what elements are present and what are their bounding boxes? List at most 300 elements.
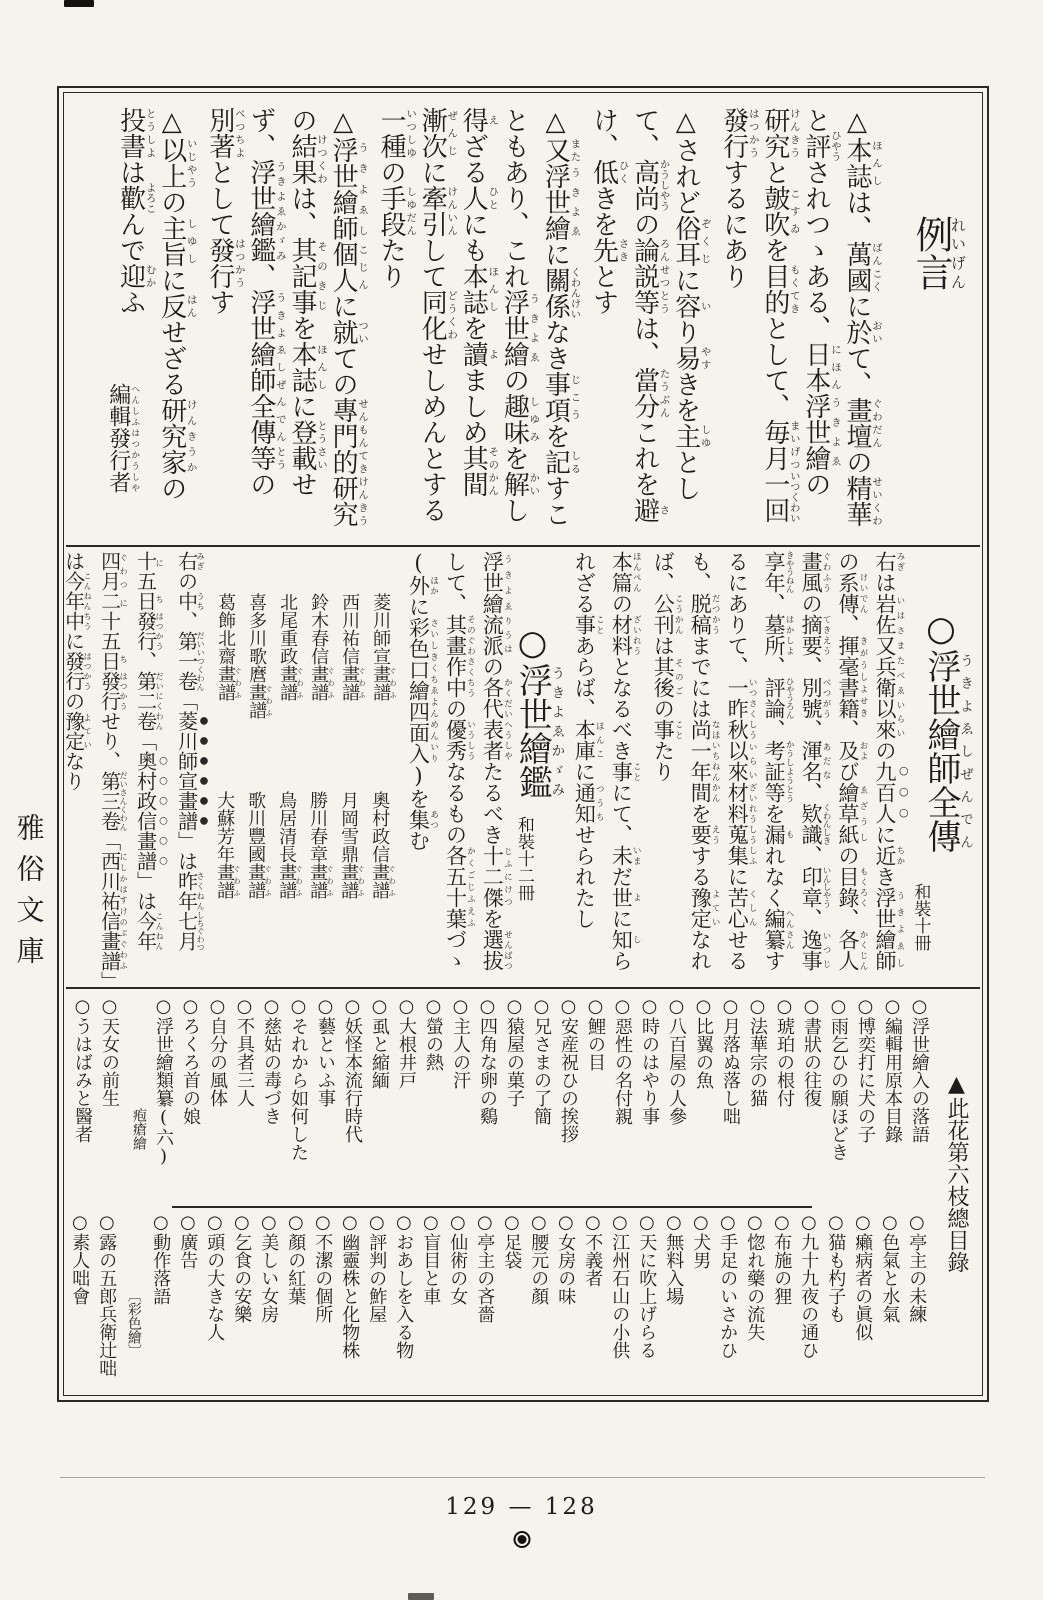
text-run: け、 — [588, 107, 619, 159]
ruby-text: 主旨しゆし — [156, 215, 197, 267]
toc-entry-top: ○法華宗の猫 — [747, 996, 768, 1107]
text-run: は — [651, 635, 676, 656]
toc-entry-top: ○編輯用原本目錄 — [882, 996, 903, 1143]
ruby-text: 浮世繪鑑うきよゑかゞみ — [512, 663, 565, 799]
ruby-text: 等とう — [245, 445, 286, 471]
ruby-text: 同化どうくわ — [417, 289, 458, 341]
ruby-text: 畫譜ぐわふ — [369, 863, 398, 899]
text-run: 」は — [61, 551, 122, 981]
ruby-text: 畫譜ぐわふ — [308, 665, 337, 701]
text-run: 九百人 — [873, 761, 897, 824]
toc-column — [498, 990, 525, 1387]
toc-entry-top: ○妖怪本流行時代 — [342, 996, 363, 1143]
text-run: に — [286, 393, 317, 419]
ruby-text: 尚 なほ — [688, 719, 722, 740]
ruby-text: 苦心 くしん — [725, 887, 759, 929]
text-run: 、 — [836, 908, 861, 929]
work-column — [305, 551, 336, 985]
toc-entry-top: ○うはばみと醫者 — [72, 996, 93, 1143]
text-run: 大蘇芳年 — [214, 791, 236, 863]
toc-entry-top: ○不具者三人 — [234, 996, 255, 1107]
text-run: たるべき — [480, 761, 505, 845]
toc-column — [390, 990, 417, 1387]
text-run: に — [61, 631, 86, 651]
ruby-text: 歡よろこ — [115, 182, 156, 214]
text-run: 、 — [799, 782, 824, 803]
toc-column — [201, 990, 228, 1387]
ruby-text: 以來 いらい — [873, 698, 906, 740]
ruby-text: 豫定よてい — [61, 711, 93, 751]
toc-title: ▲此花第六枝總目錄 — [944, 1072, 969, 1273]
work-title-bottom — [306, 791, 335, 899]
toc-entry-top: ○雨乞ひの願ほどき — [828, 996, 849, 1161]
toc-column — [444, 990, 471, 1387]
text-run: の — [286, 107, 317, 133]
text-run: △ — [540, 107, 571, 137]
text-run: は — [873, 572, 897, 593]
ruby-text: 事 こと — [651, 719, 685, 740]
toc-column — [876, 990, 903, 1387]
ruby-text: 流派 りうは — [480, 614, 514, 656]
ruby-text: 未 いま — [609, 845, 643, 866]
ruby-text: 四月ぐわつ — [97, 551, 129, 591]
toc-entry-bottom: ○犬男 — [690, 1212, 712, 1269]
toc-flow — [69, 990, 970, 1387]
toc-entry-top: ○天女の前生 — [99, 996, 120, 1107]
ruby-text: 浮世繪師全傳うきよゑしぜんでん — [921, 649, 973, 853]
text-run: されつゝある、 — [800, 159, 831, 341]
ruby-text: 欵識 くわんしき — [799, 803, 833, 845]
ruby-text: 脱稿 だつかう — [688, 593, 722, 635]
text-run: 、 — [836, 614, 861, 635]
text-run: を — [286, 315, 317, 341]
text-run: を — [688, 803, 713, 824]
ruby-text: 就つい — [328, 319, 369, 345]
text-run: 、 — [762, 593, 787, 614]
toc-column — [255, 990, 282, 1387]
text-run: となるべき — [609, 656, 634, 761]
text-run: の — [629, 211, 660, 237]
toc-band-divider — [172, 1206, 812, 1208]
ruby-text: 浮世繪師 うきよゑし — [873, 887, 906, 971]
page-frame-inner — [12, 92, 983, 1396]
toc-entry-bottom: ○亭主の未練 — [906, 1212, 928, 1323]
text-run: 菱川師宣畫譜 — [174, 711, 199, 831]
section-reigen — [70, 99, 976, 541]
page-numbers: 129 — 128 — [445, 1494, 598, 1520]
text-run: きを — [670, 371, 701, 423]
text-run: の — [376, 159, 407, 185]
text-run: あらば、 — [572, 635, 597, 719]
ruby-text: 編纂 へんさん — [762, 908, 796, 950]
work-title-bottom — [368, 791, 397, 899]
text-run: の — [842, 449, 872, 475]
text-run: 菱川師宣 — [370, 593, 392, 665]
text-run: する — [688, 845, 713, 887]
text-run: して — [417, 237, 448, 289]
ruby-text: 發行はつかう — [204, 237, 245, 289]
ruby-text: 俗耳ぞくじ — [670, 215, 711, 267]
text-run: に — [670, 267, 701, 293]
ruby-text: 先さき — [588, 237, 629, 263]
ruby-text: 材料 ざいれう — [725, 782, 759, 824]
text-run: を — [762, 803, 787, 824]
text-run: は — [115, 159, 146, 185]
text-run: 、 — [762, 656, 787, 677]
text-run: 、 — [133, 651, 158, 671]
toc-entry-top: ○琥珀の根付 — [774, 996, 795, 1107]
text-run: するにありて、 — [725, 551, 787, 971]
ruby-text: 世 よ — [609, 887, 643, 908]
toc-entry-bottom: ○頭の大きな人 — [204, 1212, 226, 1341]
toc-entry-top: ○大根井戸 — [396, 996, 417, 1089]
ruby-text: 今年こんねん — [133, 911, 165, 951]
scan-ink-smudge-top — [64, 0, 94, 7]
work-title-bottom — [275, 791, 304, 899]
ruby-text: 浮世繪鑑うきよゑかゞみ — [245, 159, 286, 263]
ruby-text: 十五日にち — [133, 551, 165, 611]
text-run: ての — [328, 345, 359, 397]
ruby-text: 反はん — [156, 293, 197, 319]
ruby-text: 浮世繪師うきよゑし — [328, 137, 369, 241]
toc-entry-bottom: ○顏の紅葉 — [285, 1212, 307, 1305]
ruby-text: 其間そのかん — [458, 445, 499, 497]
ruby-text: 十二傑 じふにけつ — [480, 845, 514, 908]
text-run: 、 — [799, 719, 824, 740]
ruby-text: 畫壇ぐわだん — [842, 397, 882, 449]
ruby-text: 浮世繪 うきよゑ — [480, 551, 514, 614]
text-run: て、 — [842, 345, 872, 397]
ruby-text: 第二卷だいにくわん — [133, 671, 165, 731]
ruby-text: 高尚かうしやう — [629, 159, 670, 211]
toc-entry-bottom: ○動作落語 — [150, 1212, 172, 1305]
ruby-text: 別號 べつがう — [799, 677, 833, 719]
text-run: き — [873, 866, 897, 887]
ruby-text: 低ひく — [588, 159, 629, 185]
section-divider-2 — [66, 987, 980, 989]
text-run: として、 — [629, 107, 701, 501]
toc-entry-top: ○主人の汗 — [450, 996, 471, 1089]
toc-entry-top: ○浮世繪類纂(六) — [153, 996, 174, 1167]
toc-column — [525, 990, 552, 1387]
text-run: 、 — [174, 611, 199, 631]
text-run: に — [406, 596, 431, 617]
text-run: きを — [588, 185, 619, 237]
text-run: の — [245, 471, 276, 497]
ruby-text: 各代表者 かくだいへうしや — [480, 677, 514, 761]
toc-column — [336, 990, 363, 1387]
ruby-text: 等とう — [629, 289, 670, 315]
reigen-title — [907, 215, 967, 291]
text-run: △ — [328, 107, 359, 137]
paragraph — [644, 551, 910, 985]
toc-entry-top: ○安産祝ひの挨拶 — [558, 996, 579, 1143]
toc-entry-bottom: ○乞食の安樂 — [231, 1212, 253, 1323]
ruby-text: 一種いつしゆ — [376, 107, 417, 159]
text-run: 、 — [245, 263, 276, 289]
footer-rule — [60, 1477, 985, 1478]
text-run: 鈴木春信 — [308, 593, 330, 665]
toc-column — [552, 990, 579, 1387]
toc-column — [417, 990, 444, 1387]
ruby-text: 毎月まいげつ — [759, 419, 800, 471]
toc-column — [363, 990, 390, 1387]
text-run: なり — [61, 751, 86, 791]
text-run: り — [670, 319, 701, 345]
ruby-text: 選拔 せんばつ — [480, 929, 514, 971]
work-column — [367, 551, 398, 985]
work-title-top — [339, 593, 368, 701]
ruby-text: 畫譜ぐわふ — [215, 665, 244, 701]
ruby-text: 結果けつくわ — [286, 133, 327, 185]
text-run: の — [799, 593, 824, 614]
text-run: これを — [629, 419, 660, 497]
text-run: む — [406, 830, 431, 851]
ruby-text: 發行はつかう — [133, 611, 165, 651]
text-run: の — [480, 656, 505, 677]
text-run: の — [443, 698, 468, 719]
text-run: ふ — [115, 289, 146, 315]
work-title-bottom — [244, 791, 273, 899]
text-run: れなく — [762, 845, 787, 908]
toc-entry-bottom: ○九十九夜の通ひ — [798, 1212, 820, 1359]
section-toc — [69, 990, 970, 1387]
text-run: を — [759, 237, 790, 263]
ruby-text: 畫譜ぐわふ — [245, 863, 274, 899]
ruby-text: 日本にほん — [800, 341, 841, 393]
ruby-text: 繪草紙 ゑざうし — [836, 782, 870, 845]
ruby-text: 通知 つうち — [572, 782, 606, 824]
text-run: 歌川豐國 — [245, 791, 267, 863]
toc-entry-top: ○比翼の魚 — [693, 996, 714, 1089]
text-run: にて、 — [609, 782, 634, 845]
kagami-title — [510, 551, 563, 985]
ruby-text: 人ひと — [458, 185, 499, 211]
ruby-text: 一回いつくわい — [759, 471, 800, 523]
ruby-text: 容い — [670, 293, 711, 319]
work-column — [336, 551, 367, 985]
toc-entry-bottom: ○腰元の顏 — [528, 1212, 550, 1305]
text-run: の — [836, 551, 861, 572]
text-run: に — [156, 267, 187, 293]
ruby-text: 蒐集 しうしふ — [725, 824, 759, 866]
ruby-text: 發行はつかう — [61, 651, 93, 691]
toc-entry-bottom: ○足袋 — [501, 1212, 523, 1269]
text-run: を — [499, 445, 530, 471]
ruby-text: 事 こと — [572, 614, 606, 635]
text-run: の — [609, 593, 634, 614]
ruby-text: 迎むか — [115, 263, 156, 289]
text-run: だ — [609, 866, 634, 887]
text-run: と — [800, 107, 831, 133]
ruby-text: 以來 いらい — [725, 740, 759, 782]
toc-entry-bottom: ○布施の狸 — [771, 1212, 793, 1305]
ruby-text: 其畫作中 そのぐわさくちう — [443, 614, 477, 698]
toc-column — [741, 990, 768, 1387]
editor-publisher-signature — [102, 383, 139, 493]
ruby-text: 研究けんきう — [328, 475, 369, 527]
text-run: の — [800, 471, 831, 497]
ruby-text: 外 ほか — [406, 575, 440, 596]
toc-entry-top: ○鯉の目 — [585, 996, 606, 1071]
toc-entry-top: ○藝といふ事 — [315, 996, 336, 1107]
text-run: に — [328, 293, 359, 319]
zenden-body — [565, 551, 910, 985]
ruby-text: 又また — [540, 137, 581, 163]
work-title-top — [246, 593, 275, 719]
toc-entry-bottom: ○美しい女房 — [258, 1212, 280, 1323]
ruby-text: 研究けんきう — [759, 107, 800, 159]
text-run: は、 — [286, 185, 317, 237]
toc-entry-top: ○書狀の往復 — [801, 996, 822, 1107]
text-run: までには — [688, 635, 713, 719]
toc-entry-bottom: ○無料入場 — [663, 1212, 685, 1305]
ruby-text: 評ひやう — [800, 130, 841, 162]
ruby-text: 各人 かくじん — [836, 929, 870, 971]
ruby-text: 浮世繪師全傳うきよゑしぜんでん — [245, 289, 286, 445]
kagami-title-block — [513, 551, 563, 985]
text-run: に — [842, 293, 872, 319]
ruby-text: 第一卷だいいつくわん — [174, 631, 206, 691]
paragraph — [582, 107, 710, 535]
text-run: 、 — [799, 845, 824, 866]
ruby-text: 手段しゆだん — [376, 185, 417, 237]
text-run: なれば、 — [651, 551, 713, 971]
ruby-text: 優秀 いうしう — [443, 719, 477, 761]
ruby-text: 本篇 ほんぺん — [609, 551, 643, 593]
ruby-text: 畫風 ぐわふう — [799, 551, 833, 593]
toc-column — [822, 990, 849, 1387]
text-run: 葛飾北齋 — [215, 593, 237, 665]
ruby-text: 專門的せんもんてき — [328, 397, 369, 475]
toc-entry-top: ○虱と縮緬 — [369, 996, 390, 1089]
ruby-text: 其記事そのきじ — [286, 237, 327, 315]
ruby-text: 豫定 よてい — [688, 887, 722, 929]
toc-column — [633, 990, 660, 1387]
toc-column — [66, 990, 93, 1387]
text-run: せず、 — [245, 107, 317, 497]
ruby-text: 一昨秋 いつさくしう — [725, 677, 759, 740]
text-run: なるもの — [443, 761, 468, 845]
text-run: せり、 — [97, 711, 122, 771]
toc-entry-top: ○慈姑の毒づき — [261, 996, 282, 1125]
toc-entry-top: ○浮世繪入の落語 — [909, 996, 930, 1143]
text-run: の — [651, 698, 676, 719]
text-run: 月岡雪鼎 — [338, 791, 360, 863]
toc-entry-bottom: ○素人咄會 — [69, 1212, 91, 1305]
text-run: す — [204, 289, 235, 315]
toc-column — [174, 990, 201, 1387]
ruby-text: 本誌ほんし — [458, 263, 499, 315]
text-run: なき — [540, 319, 571, 371]
toc-entry-bottom: ○廣告 — [177, 1212, 199, 1269]
ruby-text: 畫譜ぐわふ — [246, 683, 275, 719]
toc-entry-bottom: ○評判の鮓屋 — [366, 1212, 388, 1323]
text-run: は、 — [842, 189, 872, 241]
ruby-text: 畫譜ぐわふ — [370, 665, 399, 701]
ruby-text: 發行はつかう — [718, 107, 759, 159]
ruby-text: 研究家けんきうか — [156, 397, 197, 475]
ruby-text: 浮世繪うきよゑ — [540, 163, 581, 241]
ruby-text: 畫譜ぐわふ — [307, 863, 336, 899]
ruby-text: 畫譜ぐわふ — [276, 863, 305, 899]
ruby-text: 畫譜ぐわふ — [338, 863, 367, 899]
text-run: するにあり — [718, 159, 749, 289]
ruby-text: 考証等 かうしようとう — [762, 740, 796, 803]
text-run: ざる — [458, 133, 489, 185]
toc-entry-top: ○四角な卵の鷄 — [477, 996, 498, 1125]
ruby-text: 畫譜ぐわふ — [339, 665, 368, 701]
ruby-text: 系傳 けいでん — [836, 572, 870, 614]
text-run: 」は — [174, 831, 199, 871]
text-run: 「 — [133, 731, 158, 751]
ruby-text: 畫譜ぐわふ — [214, 863, 243, 899]
ruby-text: 論説ろんせつ — [629, 237, 670, 289]
ruby-text: 渾名 あだな — [799, 740, 833, 782]
toc-entry-bottom: ○盲目と車 — [420, 1212, 442, 1305]
toc-entry-top: ○月落ぬ落し咄 — [720, 996, 741, 1125]
toc-column — [714, 990, 741, 1387]
toc-entry-bottom: ○幽靈株と化物株 — [339, 1212, 361, 1359]
text-run: の — [156, 475, 187, 501]
ruby-text: 二十五日にち — [97, 591, 129, 671]
toc-entry-top: ○猿屋の菓子 — [504, 996, 525, 1107]
page-frame — [12, 86, 989, 1402]
toc-entry-bottom: ○不義者 — [582, 1212, 604, 1287]
text-run: 「 — [174, 691, 199, 711]
text-run: んで — [115, 211, 146, 263]
text-run: は、 — [629, 315, 660, 367]
ruby-text: 浮世繪うきよゑ — [800, 393, 841, 471]
ruby-text: 萬國ばんこく — [842, 241, 882, 293]
work-column — [212, 551, 243, 985]
ruby-text: 材料 ざいれう — [609, 614, 643, 656]
work-column — [243, 551, 274, 985]
text-run: せしめんとする — [417, 341, 448, 523]
toc-column — [660, 990, 687, 1387]
work-title-bottom — [213, 791, 242, 899]
text-run: として — [204, 159, 235, 237]
kagami-format-label: 和裝十二冊 — [513, 816, 534, 901]
text-run: 、 — [836, 719, 861, 740]
toc-column — [849, 990, 876, 1387]
ruby-text: 近 ちか — [873, 845, 906, 866]
toc-column — [228, 990, 255, 1387]
text-run: に — [609, 908, 634, 929]
ruby-text: 解かい — [499, 471, 540, 497]
toc-entry-top: ○自分の風体 — [207, 996, 228, 1107]
text-run: ○ — [921, 609, 961, 649]
ruby-text: 摘要 てきえう — [799, 614, 833, 656]
toc-entry-bottom: ○猫も杓子も — [825, 1212, 847, 1323]
text-run: 」は — [133, 871, 158, 911]
toc-entry-bottom: ○不潔の個所 — [312, 1212, 334, 1323]
toc-column — [903, 990, 930, 1387]
toc-column — [768, 990, 795, 1387]
text-run: 「 — [97, 831, 122, 851]
text-run: 、 — [762, 719, 787, 740]
text-run: を — [458, 315, 489, 341]
text-run: 西川祐信 — [339, 593, 361, 665]
ruby-text: 公刊 こうかん — [651, 593, 685, 635]
ruby-text: 第三卷だいさんくわん — [97, 771, 129, 831]
ruby-text: 個人こじん — [328, 241, 369, 293]
ruby-text: 發行はつかう — [97, 671, 129, 711]
text-run: の — [499, 367, 530, 393]
toc-entry-bottom: ○天に吹上げらる — [636, 1212, 658, 1359]
toc-entry-bottom: ○手足のいさかひ — [717, 1212, 739, 1359]
ruby-text: 目錄 もくろく — [836, 866, 870, 908]
